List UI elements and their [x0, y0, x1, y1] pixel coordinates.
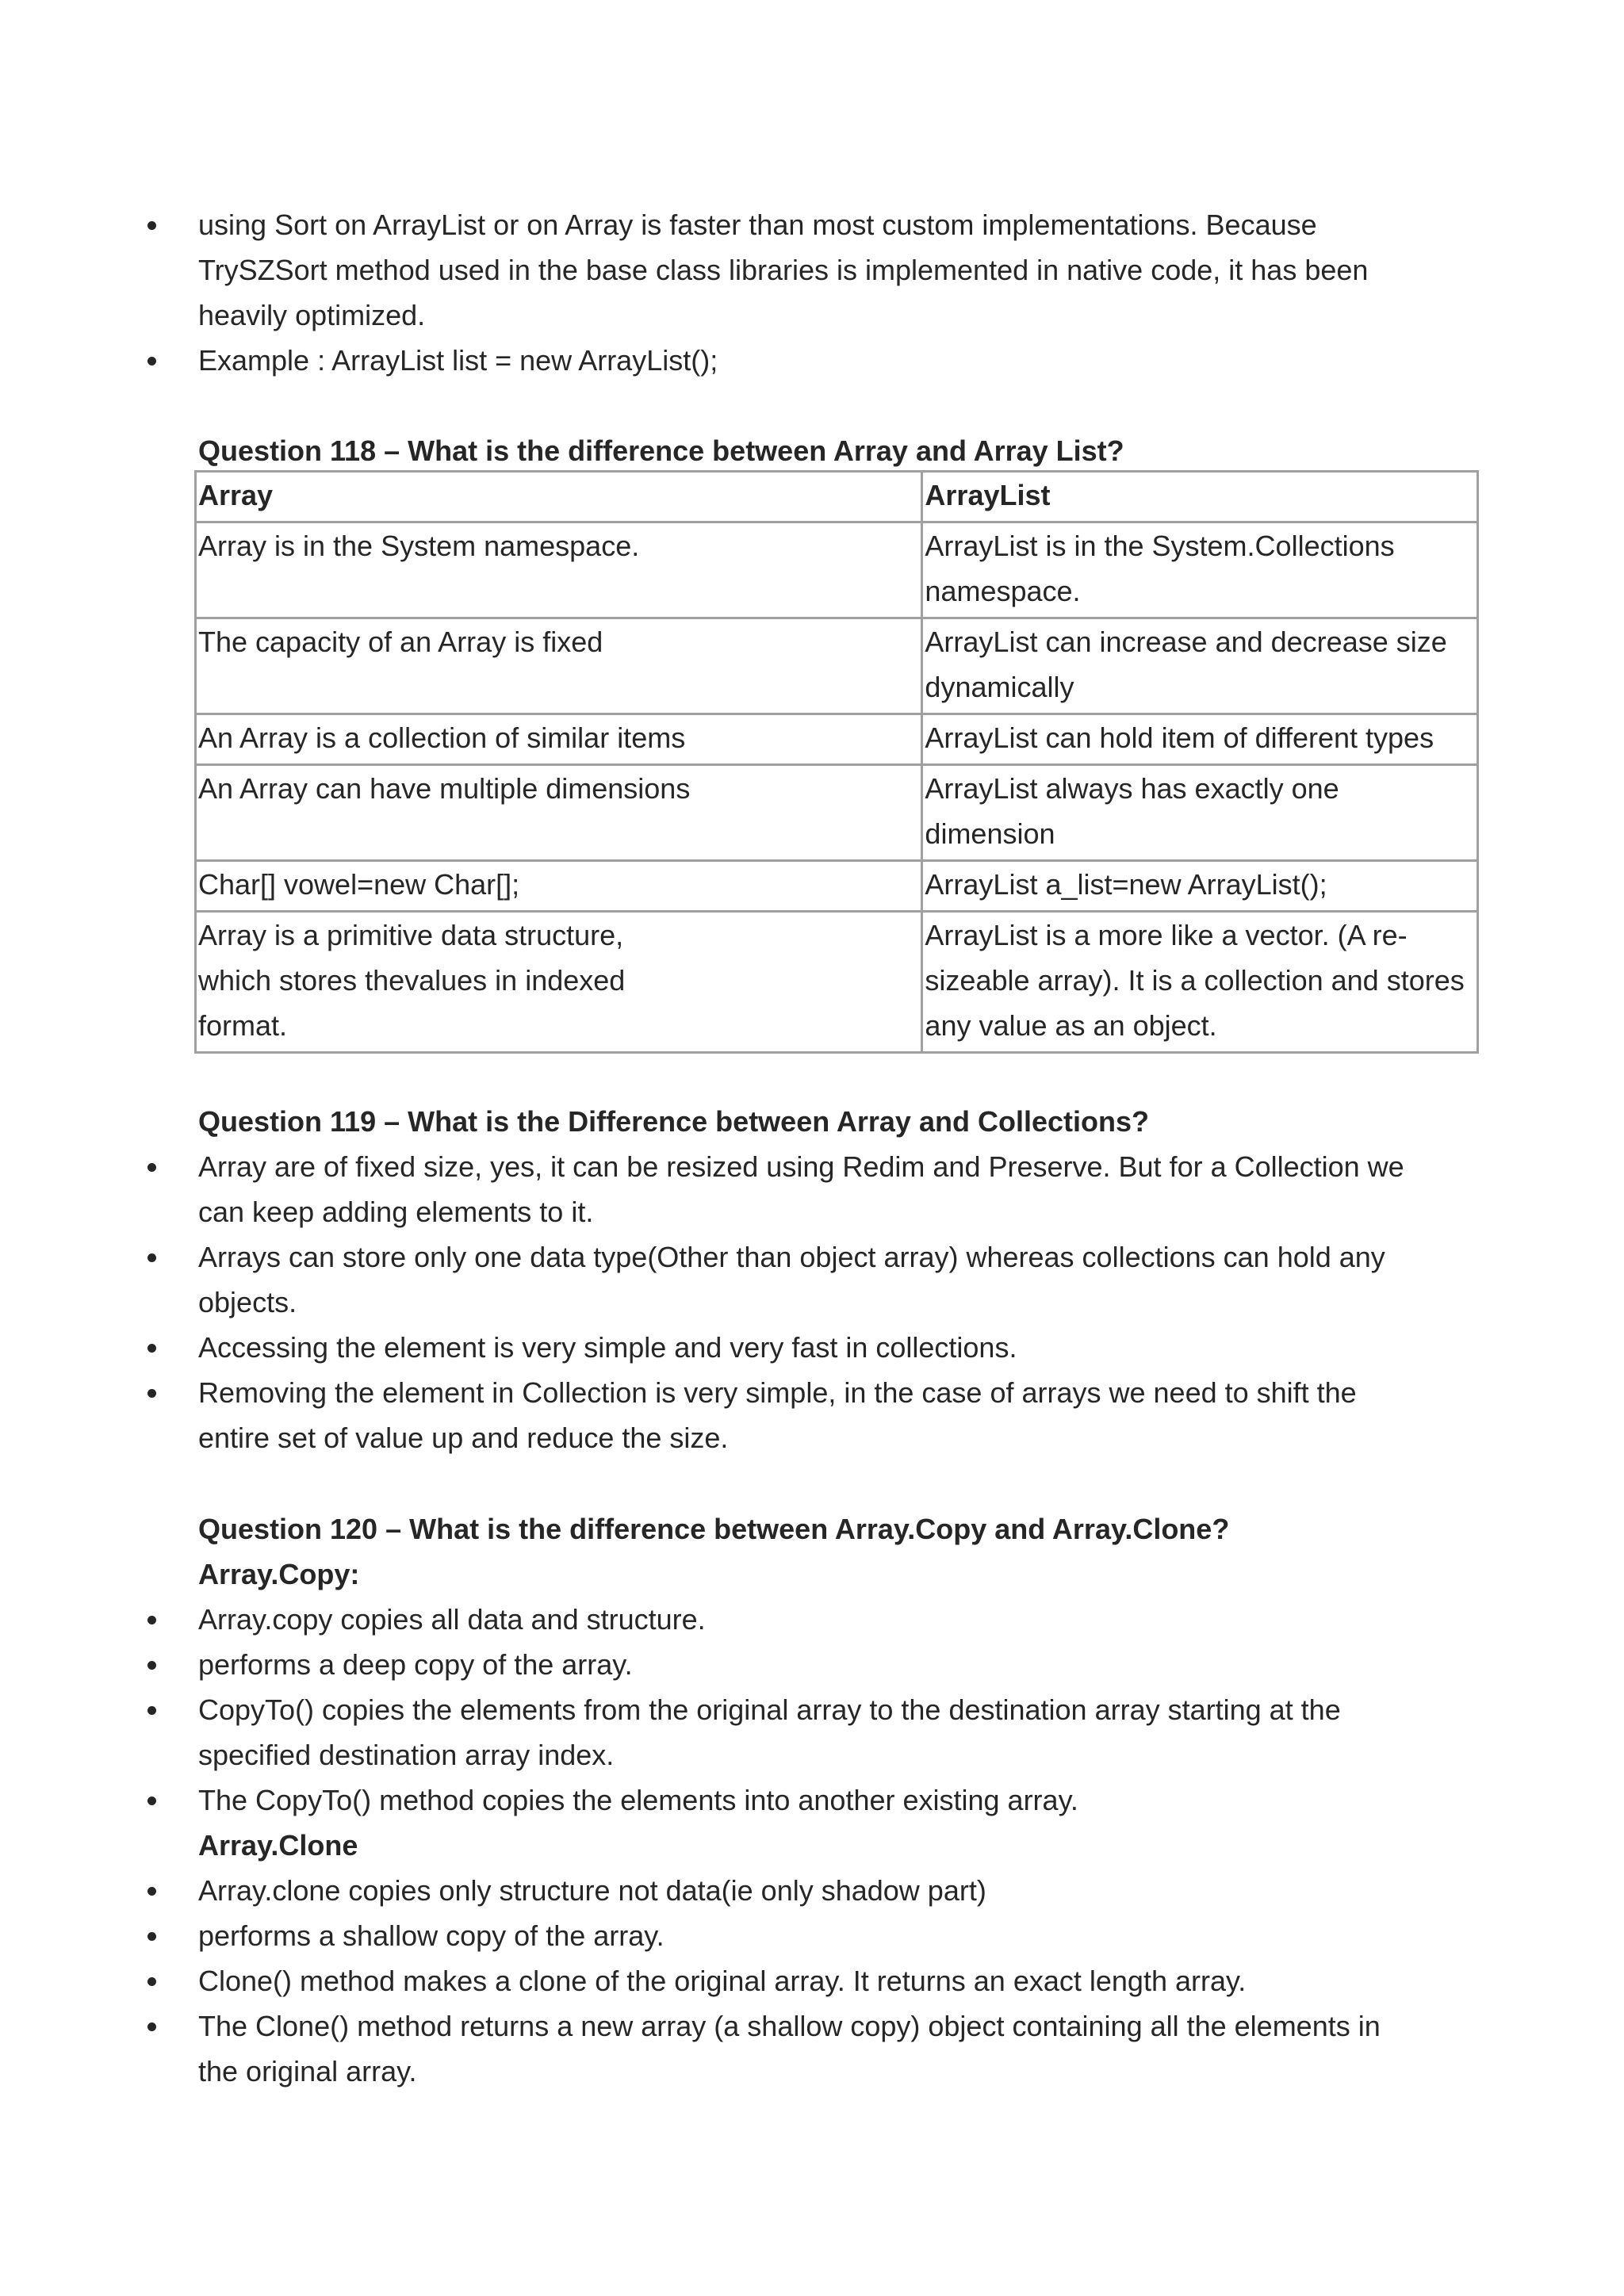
list-item: Accessing the element is very simple and very fast in collections. — [143, 1325, 1427, 1370]
bullet-icon — [147, 1706, 156, 1715]
table-cell: Array is a primitive data structure, which stores thevalues in indexed format. — [196, 912, 922, 1053]
list-item: performs a deep copy of the array. — [143, 1642, 1427, 1687]
bullet-icon — [147, 1977, 156, 1986]
question-119-bullets — [143, 1144, 1427, 1460]
list-item: The CopyTo() method copies the elements into another existing array. — [143, 1777, 1427, 1823]
column-header: Array — [196, 472, 922, 522]
table-cell: ArrayList can increase and decrease size dynamically — [922, 618, 1478, 714]
table-cell: An Array is a collection of similar items — [196, 714, 922, 765]
bullet-icon — [147, 221, 156, 230]
table-row — [196, 618, 1478, 714]
table-row — [196, 765, 1478, 861]
table-cell: Array is in the System namespace. — [196, 522, 922, 618]
list-item: using Sort on ArrayList or on Array is faster than most custom implementations. Because TrySZSort method used in the base class libraries is implemented in native code, it has been heavily optimized. — [143, 202, 1427, 338]
table-header-row — [196, 472, 1478, 522]
bullet-icon — [147, 1344, 156, 1353]
question-119-heading: Question 119 – What is the Difference between Array and Collections? — [198, 1105, 1149, 1138]
list-item: Array are of fixed size, yes, it can be resized using Redim and Preserve. But for a Collection we can keep adding elements to it. — [143, 1144, 1427, 1234]
list-item: Example : ArrayList list = new ArrayList(); — [143, 338, 1427, 383]
table-cell: Char[] vowel=new Char[]; — [196, 861, 922, 912]
table-cell: ArrayList always has exactly one dimension — [922, 765, 1478, 861]
bullet-icon — [147, 1616, 156, 1624]
table-row — [196, 714, 1478, 765]
array-vs-arraylist-table — [194, 470, 1479, 1054]
bullet-icon — [147, 2022, 156, 2031]
table-cell: ArrayList a_list=new ArrayList(); — [922, 861, 1478, 912]
array-clone-bullets — [143, 1868, 1427, 2094]
table-cell: The capacity of an Array is fixed — [196, 618, 922, 714]
bullet-icon — [147, 1887, 156, 1896]
bullet-icon — [147, 357, 156, 365]
list-item: Array.copy copies all data and structure. — [143, 1597, 1427, 1642]
bullet-icon — [147, 1389, 156, 1398]
column-header: ArrayList — [922, 472, 1478, 522]
table-cell: An Array can have multiple dimensions — [196, 765, 922, 861]
question-118-heading: Question 118 – What is the difference between Array and Array List? — [198, 434, 1124, 467]
array-clone-subheading: Array.Clone — [198, 1829, 358, 1862]
table-row — [196, 522, 1478, 618]
list-item: Removing the element in Collection is very simple, in the case of arrays we need to shift the entire set of value up and reduce the size. — [143, 1370, 1427, 1460]
table-cell: ArrayList is a more like a vector. (A re-sizeable array). It is a collection and stores any value as an object. — [922, 912, 1478, 1053]
bullet-icon — [147, 1661, 156, 1670]
array-copy-subheading: Array.Copy: — [198, 1558, 360, 1590]
table-row — [196, 912, 1478, 1053]
table-cell: ArrayList can hold item of different types — [922, 714, 1478, 765]
list-item: CopyTo() copies the elements from the original array to the destination array starting at the specified destination array index. — [143, 1687, 1427, 1777]
array-copy-bullets — [143, 1597, 1427, 1823]
bullet-icon — [147, 1932, 156, 1941]
intro-bullets — [143, 202, 1427, 383]
list-item: Array.clone copies only structure not data(ie only shadow part) — [143, 1868, 1427, 1913]
list-item: The Clone() method returns a new array (a shallow copy) object containing all the elements in the original array. — [143, 2003, 1427, 2094]
list-item: Arrays can store only one data type(Other than object array) whereas collections can hold any objects. — [143, 1234, 1427, 1325]
table-cell: ArrayList is in the System.Collections namespace. — [922, 522, 1478, 618]
list-item: performs a shallow copy of the array. — [143, 1913, 1427, 1958]
bullet-icon — [147, 1797, 156, 1805]
list-item: Clone() method makes a clone of the original array. It returns an exact length array. — [143, 1958, 1427, 2003]
table-row — [196, 861, 1478, 912]
bullet-icon — [147, 1253, 156, 1262]
bullet-icon — [147, 1163, 156, 1172]
question-120-heading: Question 120 – What is the difference between Array.Copy and Array.Clone? — [198, 1513, 1230, 1545]
